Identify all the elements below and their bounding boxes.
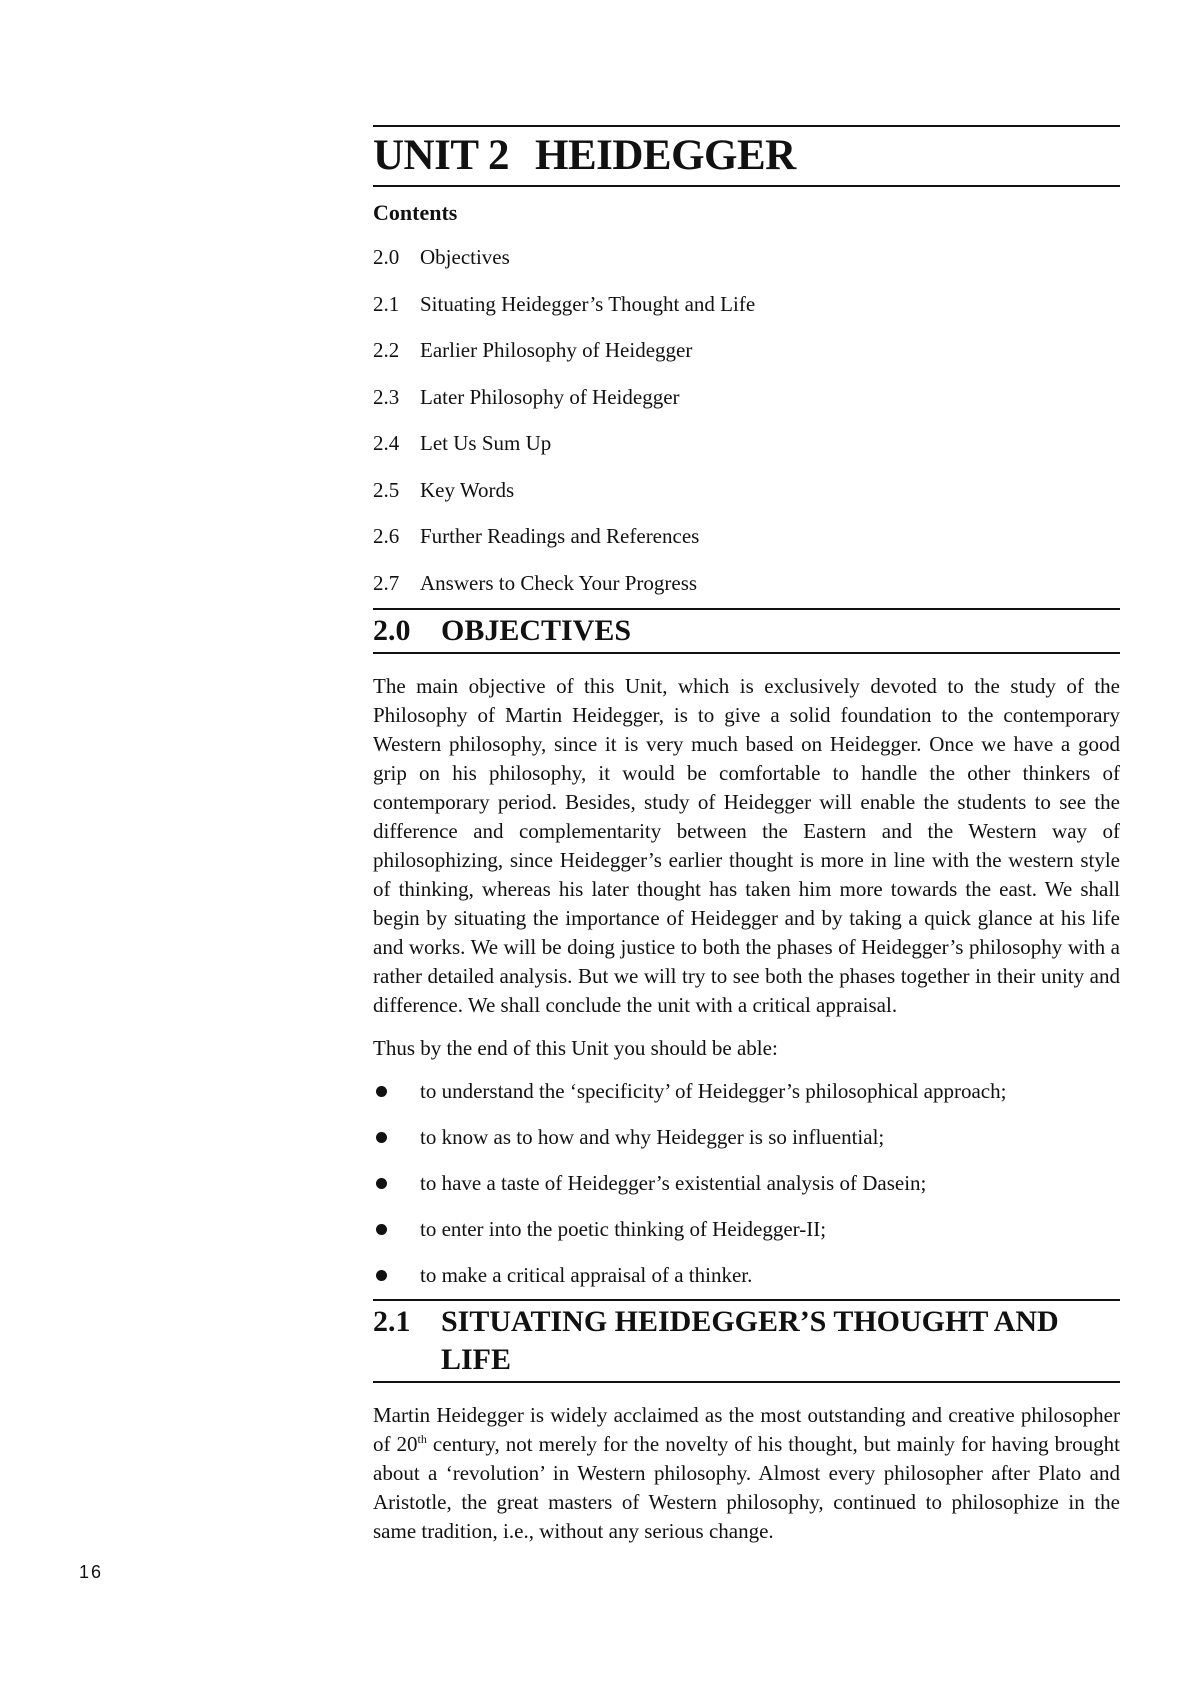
toc-item-number: 2.2 [373,338,400,362]
bullet-item [373,1077,1120,1123]
toc-item-number: 2.4 [373,431,400,455]
toc-item-label: Situating Heidegger’s Thought and Life [420,291,756,316]
bullet-text: to make a critical appraisal of a thinker. [420,1262,753,1287]
unit-title [373,127,1120,185]
bullet-text: to understand the ‘specificity’ of Heidegger’s philosophical approach; [420,1078,1007,1103]
page-number: 16 [79,1562,104,1582]
toc-item-label: Later Philosophy of Heidegger [420,384,680,409]
objectives-lead-in: Thus by the end of this Unit you should be able: [373,1035,778,1060]
section-number: 2.0 [373,613,411,647]
bullet-dot-icon [376,1132,387,1143]
toc-item-label: Objectives [420,245,510,269]
toc-item-label: Further Readings and References [420,524,700,548]
toc-item [373,430,1120,477]
toc-item [373,244,1120,291]
bullet-item [373,1215,1120,1261]
toc-item [373,337,1120,384]
section-number: 2.1 [373,1304,411,1338]
toc-item [373,291,1120,338]
situating-paragraph [373,1401,1120,1546]
bullet-item [373,1169,1120,1215]
toc-item [373,570,1120,608]
bullet-text: to enter into the poetic thinking of Heidegger-II; [420,1216,827,1241]
bullet-item [373,1261,1120,1299]
section-2-0-bottom-rule [373,652,1120,654]
page-content [373,125,1120,1546]
contents-heading: Contents [373,200,458,225]
bullet-dot-icon [376,1224,387,1235]
situating-paragraph-part1: Martin Heidegger is widely acclaimed as the most outstanding and creative philosopher of 20 [373,1402,1120,1456]
section-title: SITUATING HEIDEGGER’S THOUGHT AND LIFE [441,1304,1059,1376]
section-2-1-bottom-rule [373,1381,1120,1383]
bullet-dot-icon [376,1178,387,1189]
bullet-dot-icon [376,1086,387,1097]
section-title: OBJECTIVES [441,613,632,647]
title-bottom-rule [373,185,1120,187]
toc-item-label: Key Words [420,477,515,502]
toc-item [373,477,1120,524]
toc-item-label: Earlier Philosophy of Heidegger [420,338,693,362]
toc-item-number: 2.6 [373,524,400,548]
toc-item-number: 2.5 [373,477,400,502]
toc-item-label: Let Us Sum Up [420,431,552,455]
toc-item [373,523,1120,570]
bullet-text: to have a taste of Heidegger’s existential analysis of Dasein; [420,1170,927,1195]
toc-item-label: Answers to Check Your Progress [420,570,698,595]
superscript-th: th [417,1431,427,1446]
toc-item-number: 2.1 [373,291,400,316]
bullet-text: to know as to how and why Heidegger is so influential; [420,1124,885,1149]
toc-item-number: 2.0 [373,245,400,269]
objectives-bullet-list [373,1077,1120,1299]
objectives-paragraph: The main objective of this Unit, which is exclusively devoted to the study of the Philosophy of Martin Heidegger, is to give a solid foundation to the contemporary Western philosophy, since it is very much based on Heidegger. Once we have a good grip on his philosophy, it would be comfortable to handle the other thinkers of contemporary period. Besides, study of Heidegger will enable the students to see the difference and complementarity between the Eastern and the Western way of philosophizing, since Heidegger’s earlier thought is more in line with the western style of thinking, whereas his later thought has taken him more towards the east. We shall begin by situating the importance of Heidegger and by taking a quick glance at his life and works. We will be doing justice to both the phases of Heidegger’s philosophy with a rather detailed analysis. But we will try to see both the phases together in their unity and difference. We shall conclude the unit with a critical appraisal. [373,673,1120,1017]
toc-item-number: 2.7 [373,570,400,595]
toc-item-number: 2.3 [373,384,400,409]
toc-item [373,384,1120,431]
table-of-contents [373,244,1120,608]
section-heading-situating [373,1301,1120,1381]
situating-paragraph-part2: century, not merely for the novelty of his thought, but mainly for having brought about a ‘revolution’ in Western philosophy. Almost every philosopher after Plato and Aristotle, the great masters of Western philosophy, continued to philosophize in the same tradition, i.e., without any serious change. [373,1431,1120,1543]
unit-number-label: UNIT 2 [373,132,509,179]
section-heading-objectives [373,610,1120,652]
unit-title-text: HEIDEGGER [535,132,796,179]
bullet-dot-icon [376,1270,387,1281]
bullet-item [373,1123,1120,1169]
